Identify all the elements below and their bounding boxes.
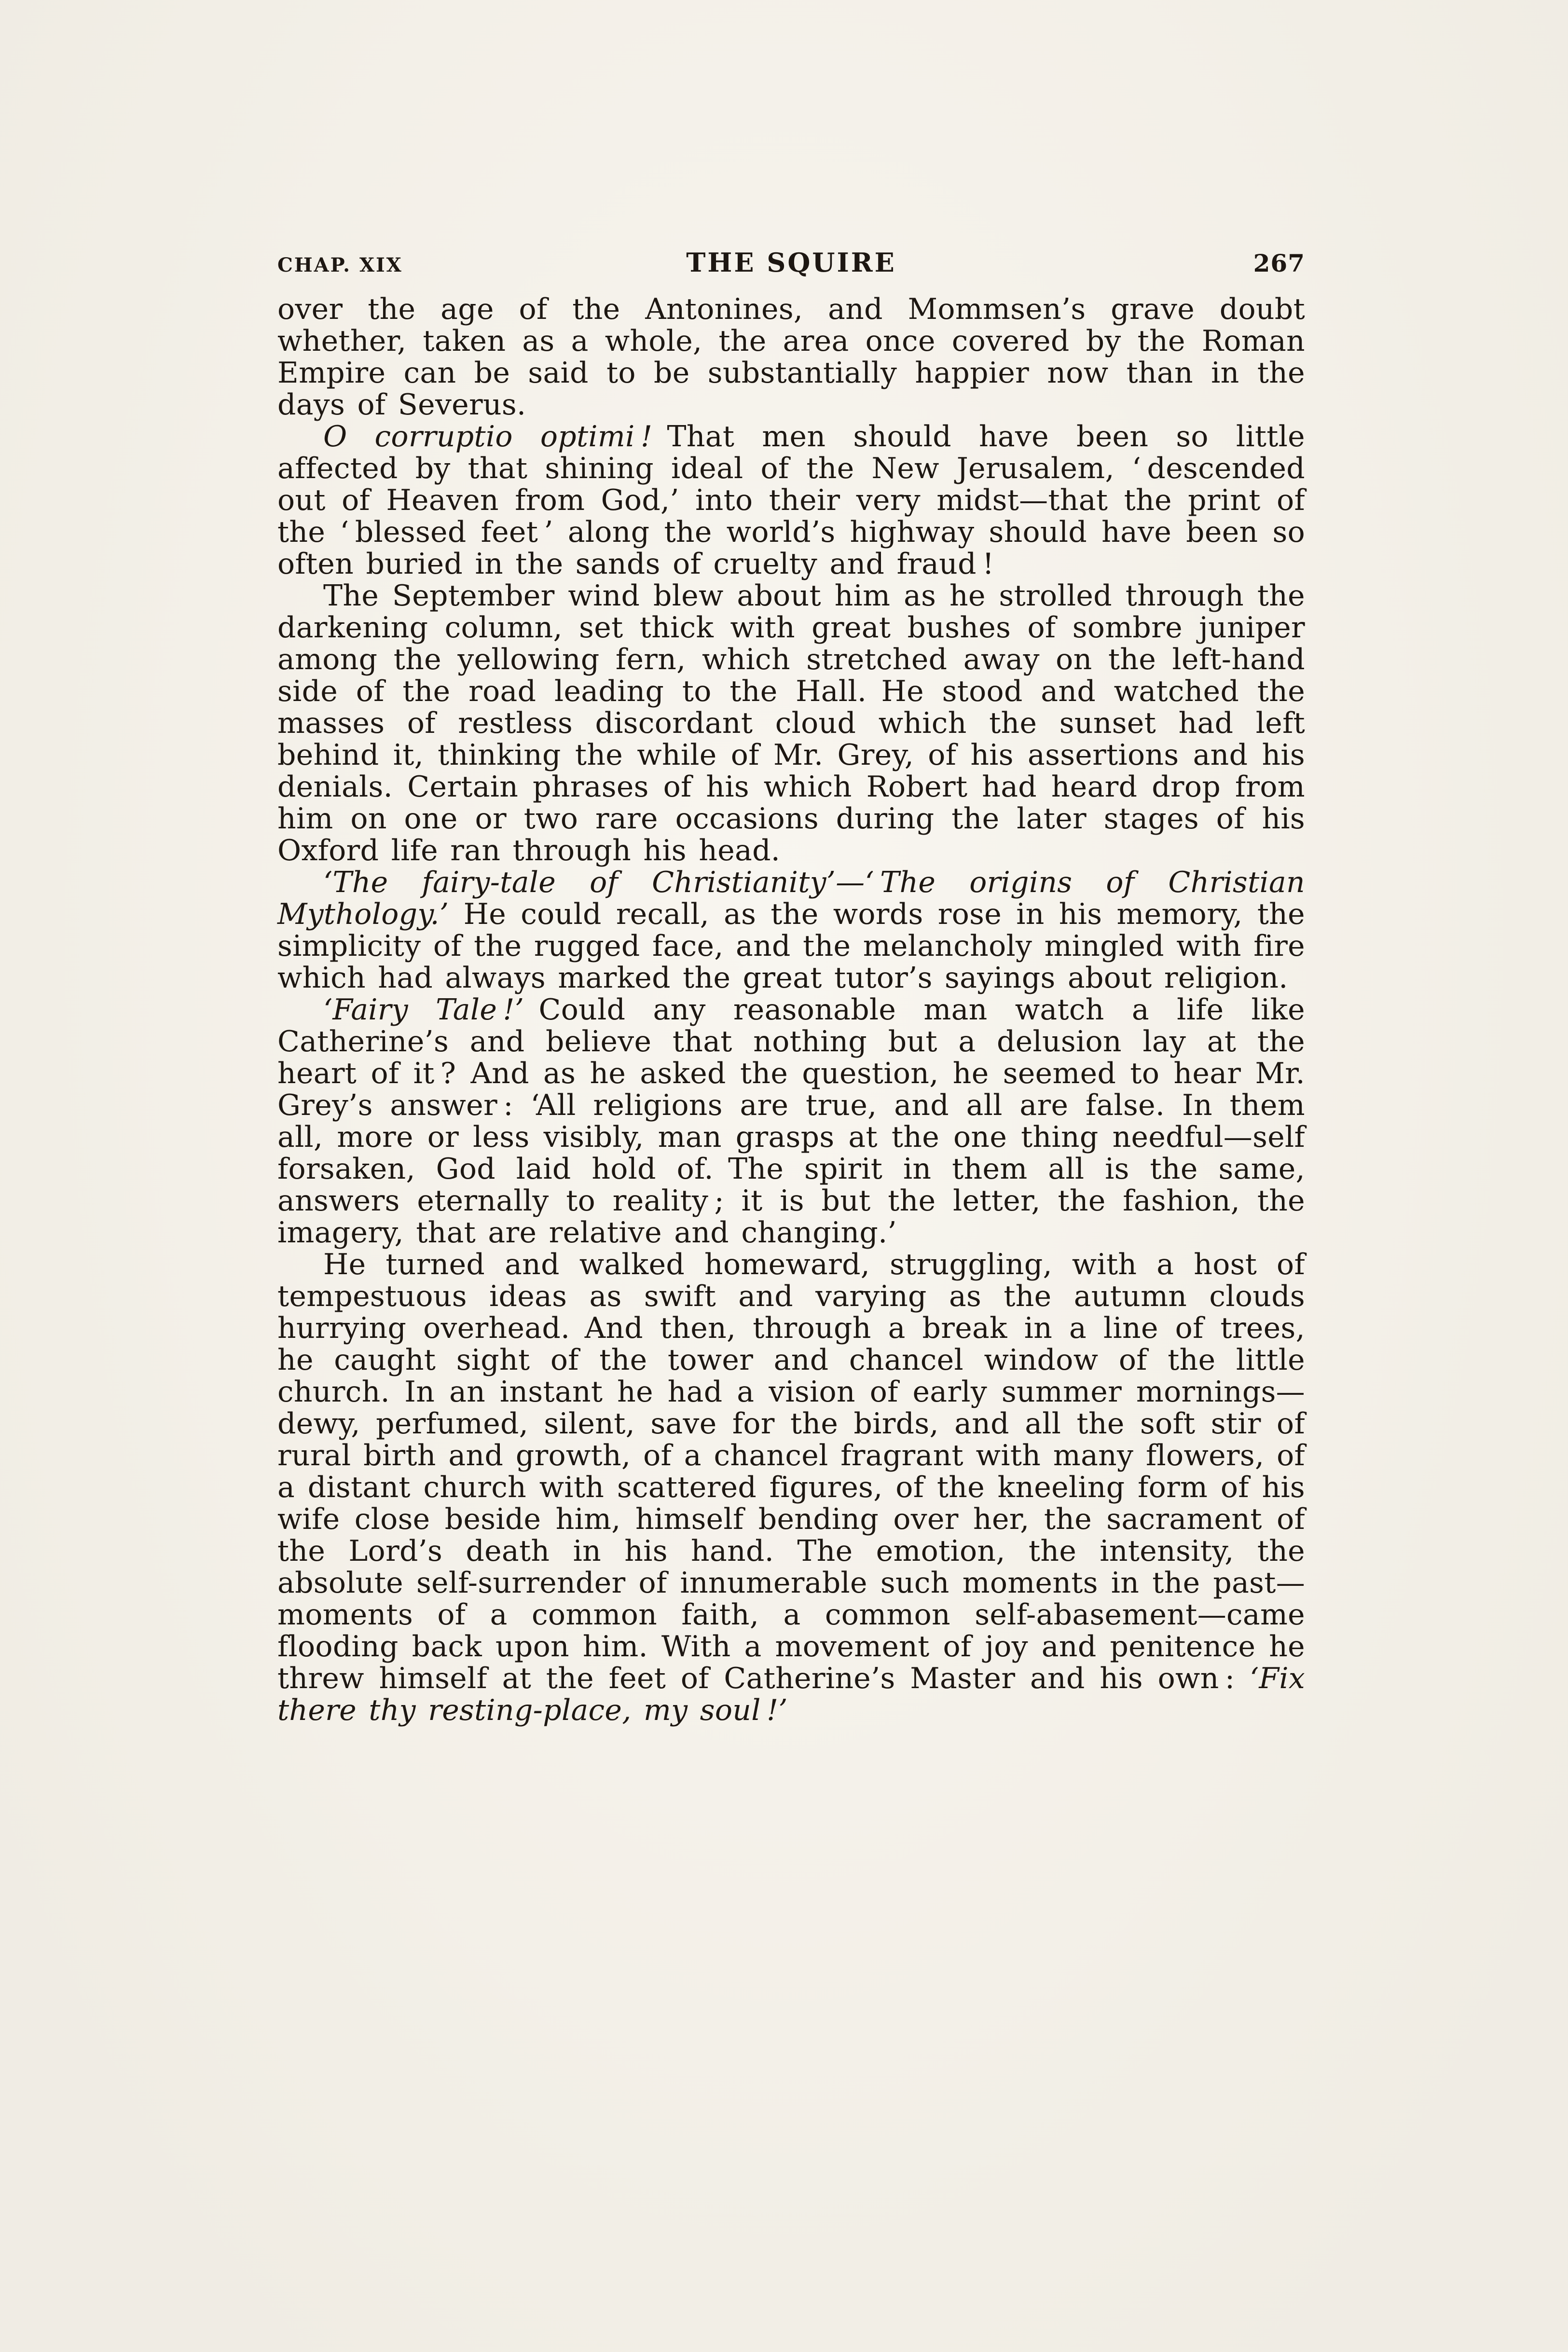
page-number: 267 (1253, 249, 1305, 277)
paragraph-text: The September wind blew about him as he strolled through the darkening column, set thick with great bushes of sombre juniper among the yellowing fern, which stretched away on the left-hand side of the road leading to the Hall. He stood and watched the masses of restless discordant cloud which the sunset had left behind it, thinking the while of Mr. Grey, of his assertions and his denials. Certain phrases of his which Robert had heard drop from him on one or two rare occasions during the later stages of his Oxford life ran through his head. (277, 579, 1305, 867)
paragraph-text: That men should have been so little affected by that shining ideal of the New Jerusalem, ‘ descended out of Heaven from God,’ into their very midst—that the print of the ‘ blessed feet ’ along the world’s highway should have been so often buried in the sands of cruelty and fraud ! (277, 420, 1305, 581)
paragraph-text: He turned and walked homeward, struggling, with a host of tempestuous ideas as swift and varying as the autumn clouds hurrying overhead. And then, through a break in a line of trees, he caught sight of the tower and chancel window of the little church. In an instant he had a vision of early summer mornings—dewy, perfumed, silent, save for the birds, and all the soft stir of rural birth and growth, of a chancel fragrant with many flowers, of a distant church with scattered figures, of the kneeling form of his wife close beside him, himself bending over her, the sacrament of the Lord’s death in his hand. The emotion, the intensity, the absolute self-surrender of innumerable such moments in the past—moments of a common faith, a common self-abasement—came flooding back upon him. With a movement of joy and penitence he threw himself at the feet of Catherine’s Master and his own : (277, 1248, 1305, 1695)
chapter-label: CHAP. XIX (277, 254, 403, 276)
closing-quote-italic: ‘Fix there thy resting-place, my soul !’ (277, 1662, 1305, 1727)
book-titles-italic: ‘The fairy-tale of Christianity’—‘ The origins of Christian Mythology.’ (277, 866, 1305, 931)
page-header (277, 247, 1305, 278)
paragraph-continuation (277, 293, 1305, 421)
paragraph-homeward (277, 1249, 1305, 1726)
latin-phrase-italic: O corruptio optimi ! (323, 420, 653, 454)
paragraph-september-wind (277, 580, 1305, 867)
paragraph-fairy-tale-question (277, 994, 1305, 1249)
paragraph-corruptio (277, 421, 1305, 580)
paragraph-text: over the age of the Antonines, and Mommsen’s grave doubt whether, taken as a whole, the area once covered by the Roman Empire can be said to be substantially happier now than in the days of Severus. (277, 292, 1305, 422)
paragraph-text: He could recall, as the words rose in his memory, the simplicity of the rugged face, and the melancholy mingled with fire which had always marked the great tutor’s sayings about religion. (277, 897, 1305, 995)
page-body (277, 293, 1305, 1726)
paragraph-fairy-tale-titles (277, 867, 1305, 994)
exclamation-italic: ‘Fairy Tale !’ (323, 993, 524, 1027)
running-title: THE SQUIRE (686, 247, 896, 278)
paragraph-text: Could any reasonable man watch a life like Catherine’s and believe that nothing but a delusion lay at the heart of it ? And as he asked the question, he seemed to hear Mr. Grey’s answer : ‘All religions are true, and all are false. In them all, more or less visibly, man grasps at the one thing needful—self forsaken, God laid hold of. The spirit in them all is the same, answers eternally to reality ; it is but the letter, the fashion, the imagery, that are relative and changing.’ (277, 993, 1305, 1250)
